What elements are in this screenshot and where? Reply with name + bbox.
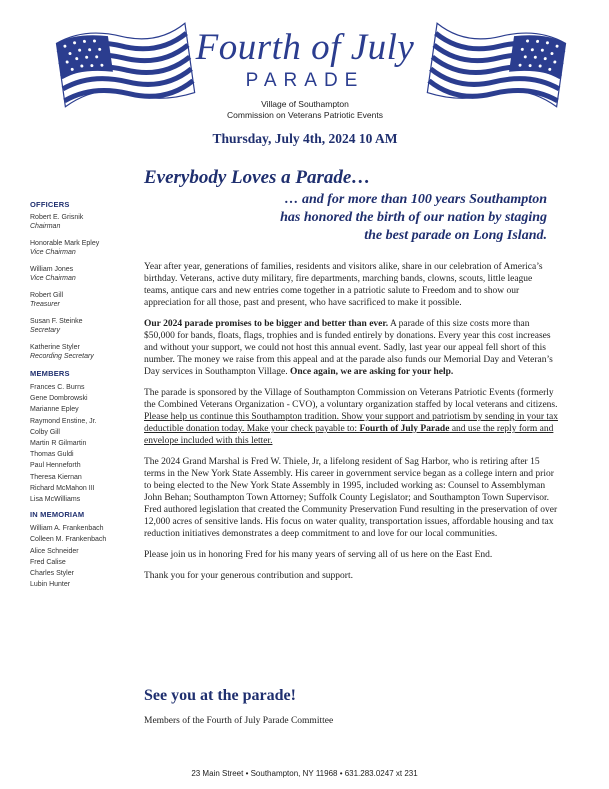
organization-name	[180, 99, 430, 121]
member-name: Lisa McWilliams	[30, 496, 81, 504]
body-paragraph-6: Thank you for your generous contribution and support.	[144, 571, 353, 581]
payee-name: Fourth of July Parade	[359, 424, 450, 434]
memoriam-name: William A. Frankenbach	[30, 525, 104, 533]
officer-entry	[30, 343, 130, 361]
p3-text: The parade is sponsored by the Village of Southampton Commission on Veterans Patriotic Events (formerly the Combined Veterans Organization - CVO), a voluntary organization staffed by local veterans and citizens.	[144, 388, 558, 410]
body-paragraph-2	[144, 318, 559, 378]
officer-name: Robert Gill	[30, 292, 64, 299]
footer-address: 23 Main Street • Southampton, NY 11968 • 631.283.0247 xt 231	[191, 769, 418, 778]
officer-entry	[30, 317, 130, 335]
p2-bold-end: Once again, we are asking for your help.	[289, 367, 454, 377]
memoriam-name: Alice Schneider	[30, 547, 79, 555]
officer-title: Secretary	[30, 327, 60, 334]
member-name: Theresa Kiernan	[30, 473, 82, 481]
org-line-2: Commission on Veterans Patriotic Events	[227, 110, 383, 120]
officer-entry	[30, 291, 130, 309]
body-paragraph-3	[144, 387, 559, 447]
memoriam-list	[30, 523, 130, 590]
closing-line: See you at the parade!	[144, 687, 296, 704]
member-name: Frances C. Burns	[30, 384, 85, 391]
memoriam-heading: IN MEMORIAM	[30, 510, 85, 520]
org-line-1: Village of Southampton	[261, 99, 349, 109]
officer-entry	[30, 213, 130, 231]
american-flag-left-icon	[50, 14, 200, 114]
officer-name: Susan F. Steinke	[30, 318, 83, 325]
memoriam-name: Fred Calise	[30, 558, 66, 566]
member-name: Richard McMahon III	[30, 484, 95, 492]
letterhead-title-script: Fourth of July	[195, 27, 415, 68]
officer-title: Treasurer	[30, 301, 60, 308]
subheadline	[217, 191, 547, 245]
member-name: Gene Dombrowski	[30, 395, 88, 403]
member-name: Martin R Gilmartin	[30, 440, 87, 448]
officer-title: Chairman	[30, 223, 61, 230]
memoriam-name: Colleen M. Frankenbach	[30, 536, 107, 544]
officer-name: William Jones	[30, 266, 74, 273]
memoriam-name: Charles Styler	[30, 570, 74, 578]
member-name: Paul Henneforth	[30, 462, 81, 470]
members-heading: MEMBERS	[30, 369, 70, 378]
letter-body	[144, 261, 559, 591]
officer-title: Vice Chairman	[30, 249, 76, 256]
body-paragraph-1: Year after year, generations of families, residents and visitors alike, share in our celebration of America’s birthday. Veterans, active duty military, fire departments, marching bands, clowns, scouts, little league teams, antique cars and new entries come together in a patriotic salute to Freedom and to show our appreciation for all those, past and present, who have sacrificed to make it possible.	[144, 262, 543, 308]
subheadline-line-2: has honored the birth of our nation by staging	[280, 210, 547, 225]
member-name: Colby Gill	[30, 428, 60, 436]
member-name: Marianne Epley	[30, 406, 79, 414]
members-list	[30, 382, 130, 505]
officer-title: Vice Chairman	[30, 275, 76, 282]
memoriam-name: Lubin Hunter	[30, 581, 71, 589]
officer-entry	[30, 239, 130, 257]
committee-sidebar	[30, 200, 130, 595]
officer-name: Honorable Mark Epley	[30, 240, 100, 247]
officer-title: Recording Secretary	[30, 353, 94, 360]
member-name: Thomas Guldi	[30, 451, 74, 459]
officer-name: Robert E. Grisnik	[30, 214, 84, 221]
event-date: Thursday, July 4th, 2024 10 AM	[212, 131, 398, 146]
officer-entry	[30, 265, 130, 283]
p2-bold-lead: Our 2024 parade promises to be bigger and better than ever.	[144, 319, 389, 329]
p3-underline-2: and use the reply form and envelope included with this letter.	[144, 424, 554, 446]
body-paragraph-5: Please join us in honoring Fred for his many years of serving all of us here on the East End.	[144, 550, 493, 560]
p3-underline-1: Please help us continue this Southampton tradition. Show your support and patriotism by sending in your tax deductible donation today. Make your check payable to:	[144, 412, 559, 434]
headline: Everybody Loves a Parade…	[144, 167, 371, 188]
body-paragraph-4: The 2024 Grand Marshal is Fred W. Thiele, Jr, a lifelong resident of Sag Harbor, who is retiring after 15 terms in the New York State Assembly. His career in government service began as a college intern and prior to being elected to the New York State Assembly in 1995, included working as: Counsel to Assemblyman John Behan; Southampton Town Attorney; Suffolk County Legislator; and Southampton Town Supervisor. Fred authored legislation that created the Community Preservation Fund resulting in the preservation of over 12,000 acres of sensitive lands. His focus on water quality, transportation issues, affordable housing and tax reduction initiatives demonstrates a deep commitment to and love for our local communities.	[144, 457, 558, 539]
signoff: Members of the Fourth of July Parade Committee	[144, 716, 334, 726]
member-name: Raymond Enstine, Jr.	[30, 417, 97, 425]
american-flag-right-icon	[422, 14, 572, 114]
subheadline-line-1: … and for more than 100 years Southampton	[284, 192, 547, 207]
officers-heading: OFFICERS	[30, 200, 70, 209]
subheadline-line-3: the best parade on Long Island.	[364, 228, 547, 243]
p2-text: A parade of this size costs more than $50,000 for bands, floats, flags, trophies and is funded entirely by donations. Every year this cost increases and without your support, we could not host this annual event. Sadly, last year our appeal fell short of this number. The money we raise from this appeal and at the parade also funds our Memorial Day and Veteran’s Day services in Southampton Village.	[144, 319, 553, 377]
letterhead-title-parade: PARADE	[245, 70, 365, 91]
officer-name: Katherine Styler	[30, 344, 80, 351]
